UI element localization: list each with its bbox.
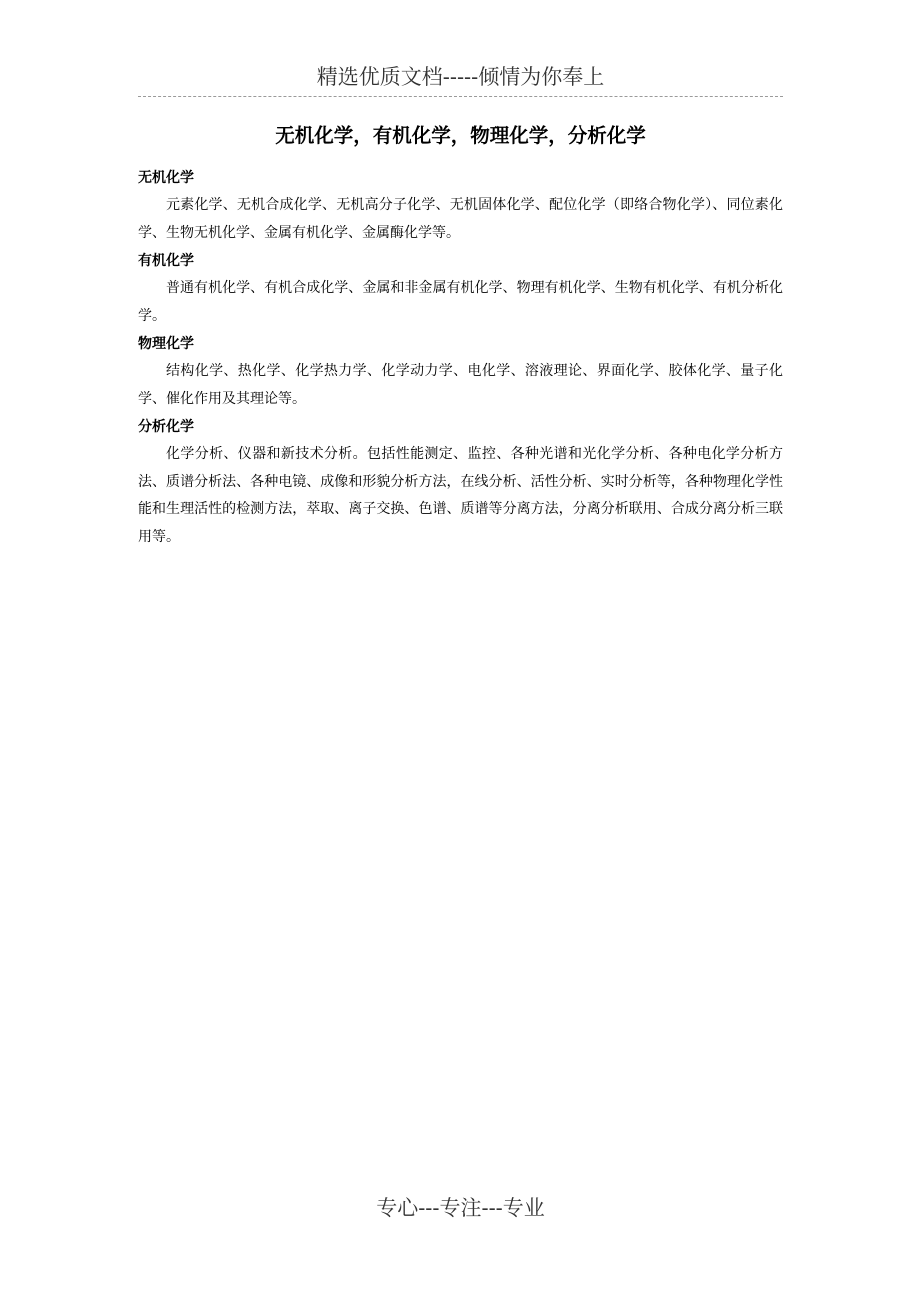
section-body: 普通有机化学、有机合成化学、金属和非金属有机化学、物理有机化学、生物有机化学、有机分析化学。 [138, 280, 783, 324]
section-physical-chemistry [138, 330, 783, 413]
document-content [138, 164, 783, 551]
section-body: 结构化学、热化学、化学热力学、化学动力学、电化学、溶液理论、界面化学、胶体化学、量子化学、催化作用及其理论等。 [138, 363, 783, 407]
document-title: 无机化学，有机化学，物理化学，分析化学 [275, 124, 646, 147]
page-header: 精选优质文档-----倾情为你奉上 [316, 65, 605, 89]
section-organic-chemistry [138, 247, 783, 330]
section-analytical-chemistry [138, 413, 783, 551]
section-heading: 无机化学 [138, 170, 194, 186]
header-divider [138, 96, 783, 97]
section-heading: 物理化学 [138, 336, 194, 352]
section-body: 化学分析、仪器和新技术分析。包括性能测定、监控、各种光谱和光化学分析、各种电化学分析方法、质谱分析法、各种电镜、成像和形貌分析方法，在线分析、活性分析、实时分析等，各种物理化学性能和生理活性的检测方法，萃取、离子交换、色谱、质谱等分离方法，分离分析联用、合成分离分析三联用等。 [138, 446, 783, 545]
section-inorganic-chemistry [138, 164, 783, 247]
page-footer: 专心---专注---专业 [376, 1196, 545, 1220]
section-heading: 分析化学 [138, 419, 194, 435]
section-heading: 有机化学 [138, 253, 194, 269]
section-body: 元素化学、无机合成化学、无机高分子化学、无机固体化学、配位化学（即络合物化学）、同位素化学、生物无机化学、金属有机化学、金属酶化学等。 [138, 197, 783, 241]
